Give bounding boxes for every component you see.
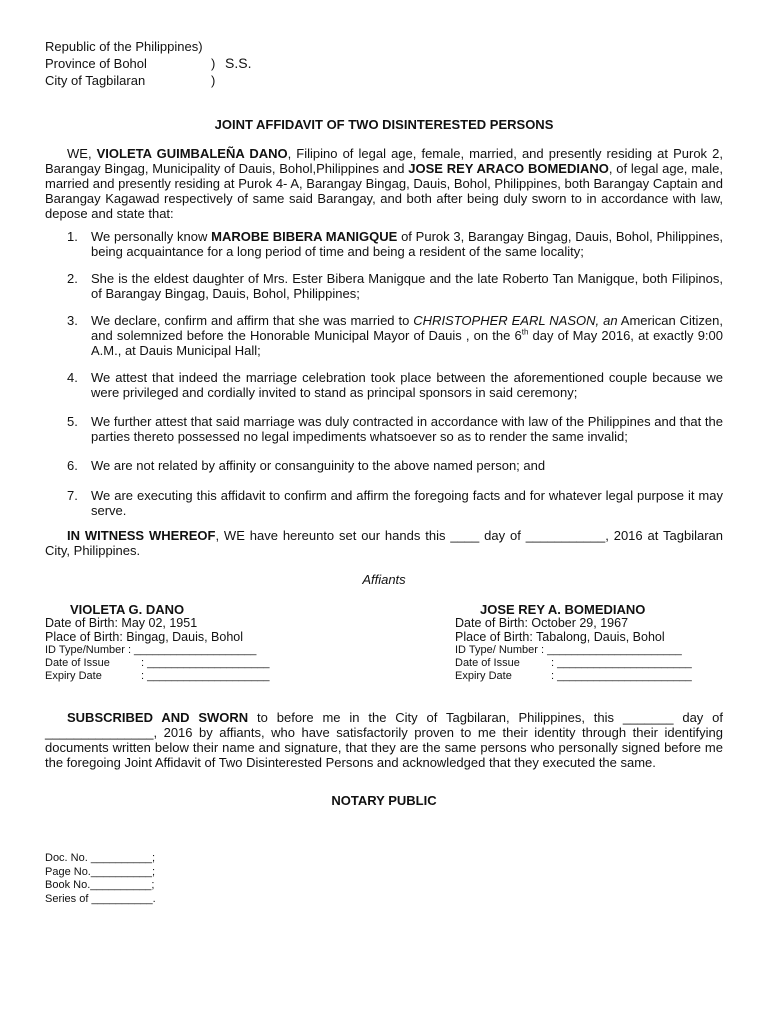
- witness-heading: IN WITNESS WHEREOF: [67, 528, 216, 543]
- page-number: Page No.__________;: [45, 865, 156, 878]
- venue-city: [45, 72, 216, 89]
- witness-paragraph: [45, 528, 723, 558]
- subject-name: MAROBE BIBERA MANIGQUE: [211, 229, 398, 244]
- affiant-2-block: [455, 602, 755, 683]
- affiant-2-id: [455, 644, 755, 657]
- spouse-name: CHRISTOPHER EARL NASON, an: [413, 313, 618, 328]
- item-text: We are not related by affinity or consanguinity to the above named person; and: [91, 458, 546, 473]
- item-number: 7.: [67, 488, 78, 503]
- venue-province: [45, 55, 216, 72]
- item-number: 5.: [67, 414, 78, 429]
- intro-paragraph: [45, 146, 723, 221]
- venue-republic: Republic of the Philippines): [45, 39, 203, 54]
- affiant-2-pob: Place of Birth: Tabalong, Dauis, Bohol: [455, 629, 665, 644]
- ss-mark: S.S.: [225, 55, 252, 71]
- intro-text: , Filipino of legal age, female, married, and presently residing at Purok 2, Barangay Bingag, Municipality of Dauis, Bohol,Philippines and: [45, 146, 723, 176]
- item-text: We attest that indeed the marriage celebration took place between the aforementioned couple because we were privileged and cordially invited to stand as principal sponsors in said ceremony;: [91, 370, 723, 400]
- affiant-1-pob: Place of Birth: Bingag, Dauis, Bohol: [45, 629, 244, 644]
- affiant-name-2: JOSE REY ARACO BOMEDIANO: [408, 161, 609, 176]
- item-text-part: We declare, confirm and affirm that she was married to: [91, 313, 414, 328]
- venue-block: [45, 38, 216, 89]
- venue-paren: ): [211, 73, 216, 88]
- expiry-blank: : ______________________: [551, 670, 692, 682]
- sworn-text: to before me in the City of Tagbilaran, Philippines, this _______ day of _______________, 2016 by affiants, who have satisfactorily proven to me their identity through their identifying documents written below their name and signature, that they are the same persons who personally signed before me the foregoing Joint Affidavit of Two Disinterested Persons and acknowledged that they executed the same.: [45, 710, 723, 770]
- affiant-2-dob: Date of Birth: October 29, 1967: [455, 616, 629, 630]
- item-number: 1.: [67, 229, 78, 244]
- item-number: 2.: [67, 271, 78, 286]
- affiant-1-expiry: [45, 670, 345, 683]
- issue-label: Date of Issue: [45, 657, 110, 669]
- intro-text: WE,: [67, 146, 97, 161]
- venue-paren: ): [211, 56, 216, 71]
- affiant-1-name: VIOLETA G. DANO: [70, 602, 185, 617]
- issue-blank: : ____________________: [141, 657, 270, 669]
- expiry-label: Expiry Date: [455, 670, 512, 682]
- expiry-blank: : ____________________: [141, 670, 270, 682]
- id-label: ID Type/ Number :: [455, 644, 545, 656]
- affiant-1-dob: Date of Birth: May 02, 1951: [45, 616, 198, 630]
- id-blank: ____________________: [131, 644, 257, 656]
- sworn-paragraph: [45, 710, 723, 770]
- sworn-heading: SUBSCRIBED AND SWORN: [67, 710, 249, 725]
- id-label: ID Type/Number :: [45, 644, 131, 656]
- item-text-part: American Citizen, and solemnized before the Honorable Municipal Mayor of Dauis , on the 6: [91, 313, 724, 343]
- item-text-part: We personally know: [91, 229, 212, 244]
- affiant-2-name: JOSE REY A. BOMEDIANO: [480, 602, 646, 617]
- book-number: Book No.__________;: [45, 879, 155, 891]
- witness-text: , WE have hereunto set our hands this ____ day of ___________, 2016 at Tagbilaran City, Philippines.: [45, 528, 723, 558]
- item-text: [91, 313, 723, 358]
- item-text: We further attest that said marriage was duly contracted in accordance with law of the Philippines and that the parties thereto possessed no legal impediments whatsoever so as to render the same invalid;: [91, 414, 723, 444]
- notary-public-label: NOTARY PUBLIC: [331, 793, 437, 808]
- affiant-2-issue: [455, 657, 755, 670]
- item-text-part: day of May 2016, at exactly 9:00 A.M., at Dauis Municipal Hall;: [91, 328, 723, 358]
- item-number: 6.: [67, 458, 78, 473]
- venue-province-label: Province of Bohol: [45, 56, 147, 71]
- item-text: We are executing this affidavit to confirm and affirm the foregoing facts and for whatever legal purpose it may serve.: [91, 488, 723, 518]
- item-text: She is the eldest daughter of Mrs. Ester Bibera Manigque and the late Roberto Tan Manigque, both Filipinos, of Barangay Bingag, Dauis, Bohol, Philippines;: [91, 271, 723, 301]
- affiant-1-issue: [45, 657, 345, 670]
- id-blank: ______________________: [544, 644, 682, 656]
- affiant-1-block: [45, 602, 345, 683]
- issue-blank: : ______________________: [551, 657, 692, 669]
- ordinal-suffix: th: [521, 327, 529, 337]
- item-text-part: of Purok 3, Barangay Bingag, Dauis, Bohol, Philippines, being acquaintance for a long period of time and being a resident of the same locality;: [91, 229, 723, 259]
- item-number: 4.: [67, 370, 78, 385]
- venue-city-label: City of Tagbilaran: [45, 73, 146, 88]
- affiant-name-1: VIOLETA GUIMBALEÑA DANO: [96, 146, 288, 161]
- series-number: Series of __________.: [45, 892, 156, 905]
- notarial-register: [45, 852, 156, 906]
- expiry-label: Expiry Date: [45, 670, 102, 682]
- doc-number: Doc. No. __________;: [45, 852, 156, 864]
- affiant-1-id: [45, 644, 345, 657]
- issue-label: Date of Issue: [455, 657, 520, 669]
- document-title: JOINT AFFIDAVIT OF TWO DISINTERESTED PERSONS: [214, 117, 554, 132]
- item-text: [91, 229, 723, 259]
- affiants-label: Affiants: [362, 572, 406, 587]
- affiant-2-expiry: [455, 670, 755, 683]
- intro-text: , of legal age, male, married and presently residing at Purok 4- A, Barangay Bingag, Dauis, Bohol, Philippines, both Barangay Captain and Barangay Kagawad respectively of same said Barangay, and both after being duly sworn to in accordance with law, depose and state that:: [45, 161, 723, 221]
- item-number: 3.: [67, 313, 78, 328]
